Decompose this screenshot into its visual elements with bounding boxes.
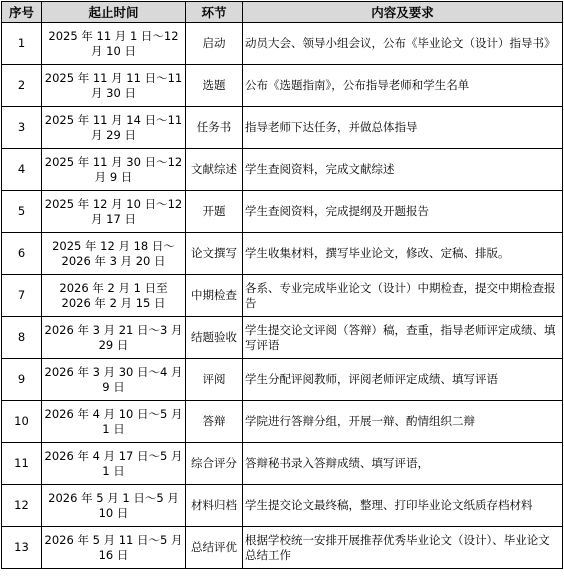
row-num: 9 [2, 359, 42, 401]
row-stage: 综合评分 [186, 443, 243, 485]
row-requirement: 指导老师下达任务，并做总体指导 [243, 107, 563, 149]
row-num: 11 [2, 443, 42, 485]
row-requirement: 答辩秘书录入答辩成绩、填写评语， [243, 443, 563, 485]
row-stage: 评阅 [186, 359, 243, 401]
table-body [2, 23, 563, 569]
table-row [2, 485, 563, 527]
table-row [2, 527, 563, 569]
row-stage: 选题 [186, 65, 243, 107]
row-num: 3 [2, 107, 42, 149]
table-row [2, 317, 563, 359]
row-requirement: 学生提交论文评阅（答辩）稿，查重，指导老师评定成绩、填写评语 [243, 317, 563, 359]
row-time: 2026 年 4 月 17 日～5 月 1 日 [42, 443, 186, 485]
table-row [2, 233, 563, 275]
row-num: 2 [2, 65, 42, 107]
row-stage: 材料归档 [186, 485, 243, 527]
row-stage: 开题 [186, 191, 243, 233]
row-requirement: 学生分配评阅教师，评阅老师评定成绩、填写评语 [243, 359, 563, 401]
row-requirement: 学生收集材料，撰写毕业论文，修改、定稿、排版。 [243, 233, 563, 275]
schedule-table [1, 1, 563, 569]
row-time: 2026 年 2 月 1 日至 2026 年 2 月 15 日 [42, 275, 186, 317]
row-time: 2025 年 12 月 10 日～12 月 17 日 [42, 191, 186, 233]
table-row [2, 149, 563, 191]
table-row [2, 65, 563, 107]
row-time: 2025 年 11 月 14 日～11 月 29 日 [42, 107, 186, 149]
header-time: 起止时间 [42, 2, 186, 23]
row-stage: 答辩 [186, 401, 243, 443]
row-num: 1 [2, 23, 42, 65]
table-row [2, 275, 563, 317]
header-stage: 环节 [186, 2, 243, 23]
row-num: 5 [2, 191, 42, 233]
table-row [2, 443, 563, 485]
table-row [2, 401, 563, 443]
table-row [2, 191, 563, 233]
row-time: 2025 年 11 月 30 日～12 月 9 日 [42, 149, 186, 191]
row-stage: 总结评优 [186, 527, 243, 569]
row-num: 6 [2, 233, 42, 275]
row-num: 12 [2, 485, 42, 527]
header-row [2, 2, 563, 23]
row-num: 7 [2, 275, 42, 317]
row-stage: 中期检查 [186, 275, 243, 317]
row-requirement: 学生提交论文最终稿，整理、打印毕业论文纸质存档材料 [243, 485, 563, 527]
row-requirement: 学院进行答辩分组，开展一辩、酌情组织二辩 [243, 401, 563, 443]
table-header [2, 2, 563, 23]
row-requirement: 根据学校统一安排开展推荐优秀毕业论文（设计）、毕业论文总结工作 [243, 527, 563, 569]
row-time: 2026 年 5 月 11 日～5 月 16 日 [42, 527, 186, 569]
row-num: 10 [2, 401, 42, 443]
row-num: 4 [2, 149, 42, 191]
row-num: 8 [2, 317, 42, 359]
row-time: 2025 年 11 月 1 日～12 月 10 日 [42, 23, 186, 65]
row-requirement: 动员大会、领导小组会议，公布《毕业论文（设计）指导书》 [243, 23, 563, 65]
row-time: 2026 年 5 月 1 日～5 月 10 日 [42, 485, 186, 527]
row-num: 13 [2, 527, 42, 569]
row-stage: 文献综述 [186, 149, 243, 191]
row-time: 2025 年 11 月 11 日～11 月 30 日 [42, 65, 186, 107]
row-requirement: 学生查阅资料，完成文献综述 [243, 149, 563, 191]
row-stage: 任务书 [186, 107, 243, 149]
table-row [2, 359, 563, 401]
row-stage: 论文撰写 [186, 233, 243, 275]
row-time: 2026 年 3 月 21 日～3 月 29 日 [42, 317, 186, 359]
row-requirement: 各系、专业完成毕业论文（设计）中期检查，提交中期检查报告 [243, 275, 563, 317]
row-time: 2026 年 3 月 30 日～4 月 9 日 [42, 359, 186, 401]
row-stage: 启动 [186, 23, 243, 65]
table-row [2, 107, 563, 149]
row-requirement: 公布《选题指南》，公布指导老师和学生名单 [243, 65, 563, 107]
row-time: 2025 年 12 月 18 日～2026 年 3 月 20 日 [42, 233, 186, 275]
header-num: 序号 [2, 2, 42, 23]
row-requirement: 学生查阅资料，完成提纲及开题报告 [243, 191, 563, 233]
header-requirement: 内容及要求 [243, 2, 563, 23]
row-stage: 结题验收 [186, 317, 243, 359]
table-row [2, 23, 563, 65]
row-time: 2026 年 4 月 10 日～5 月 1 日 [42, 401, 186, 443]
